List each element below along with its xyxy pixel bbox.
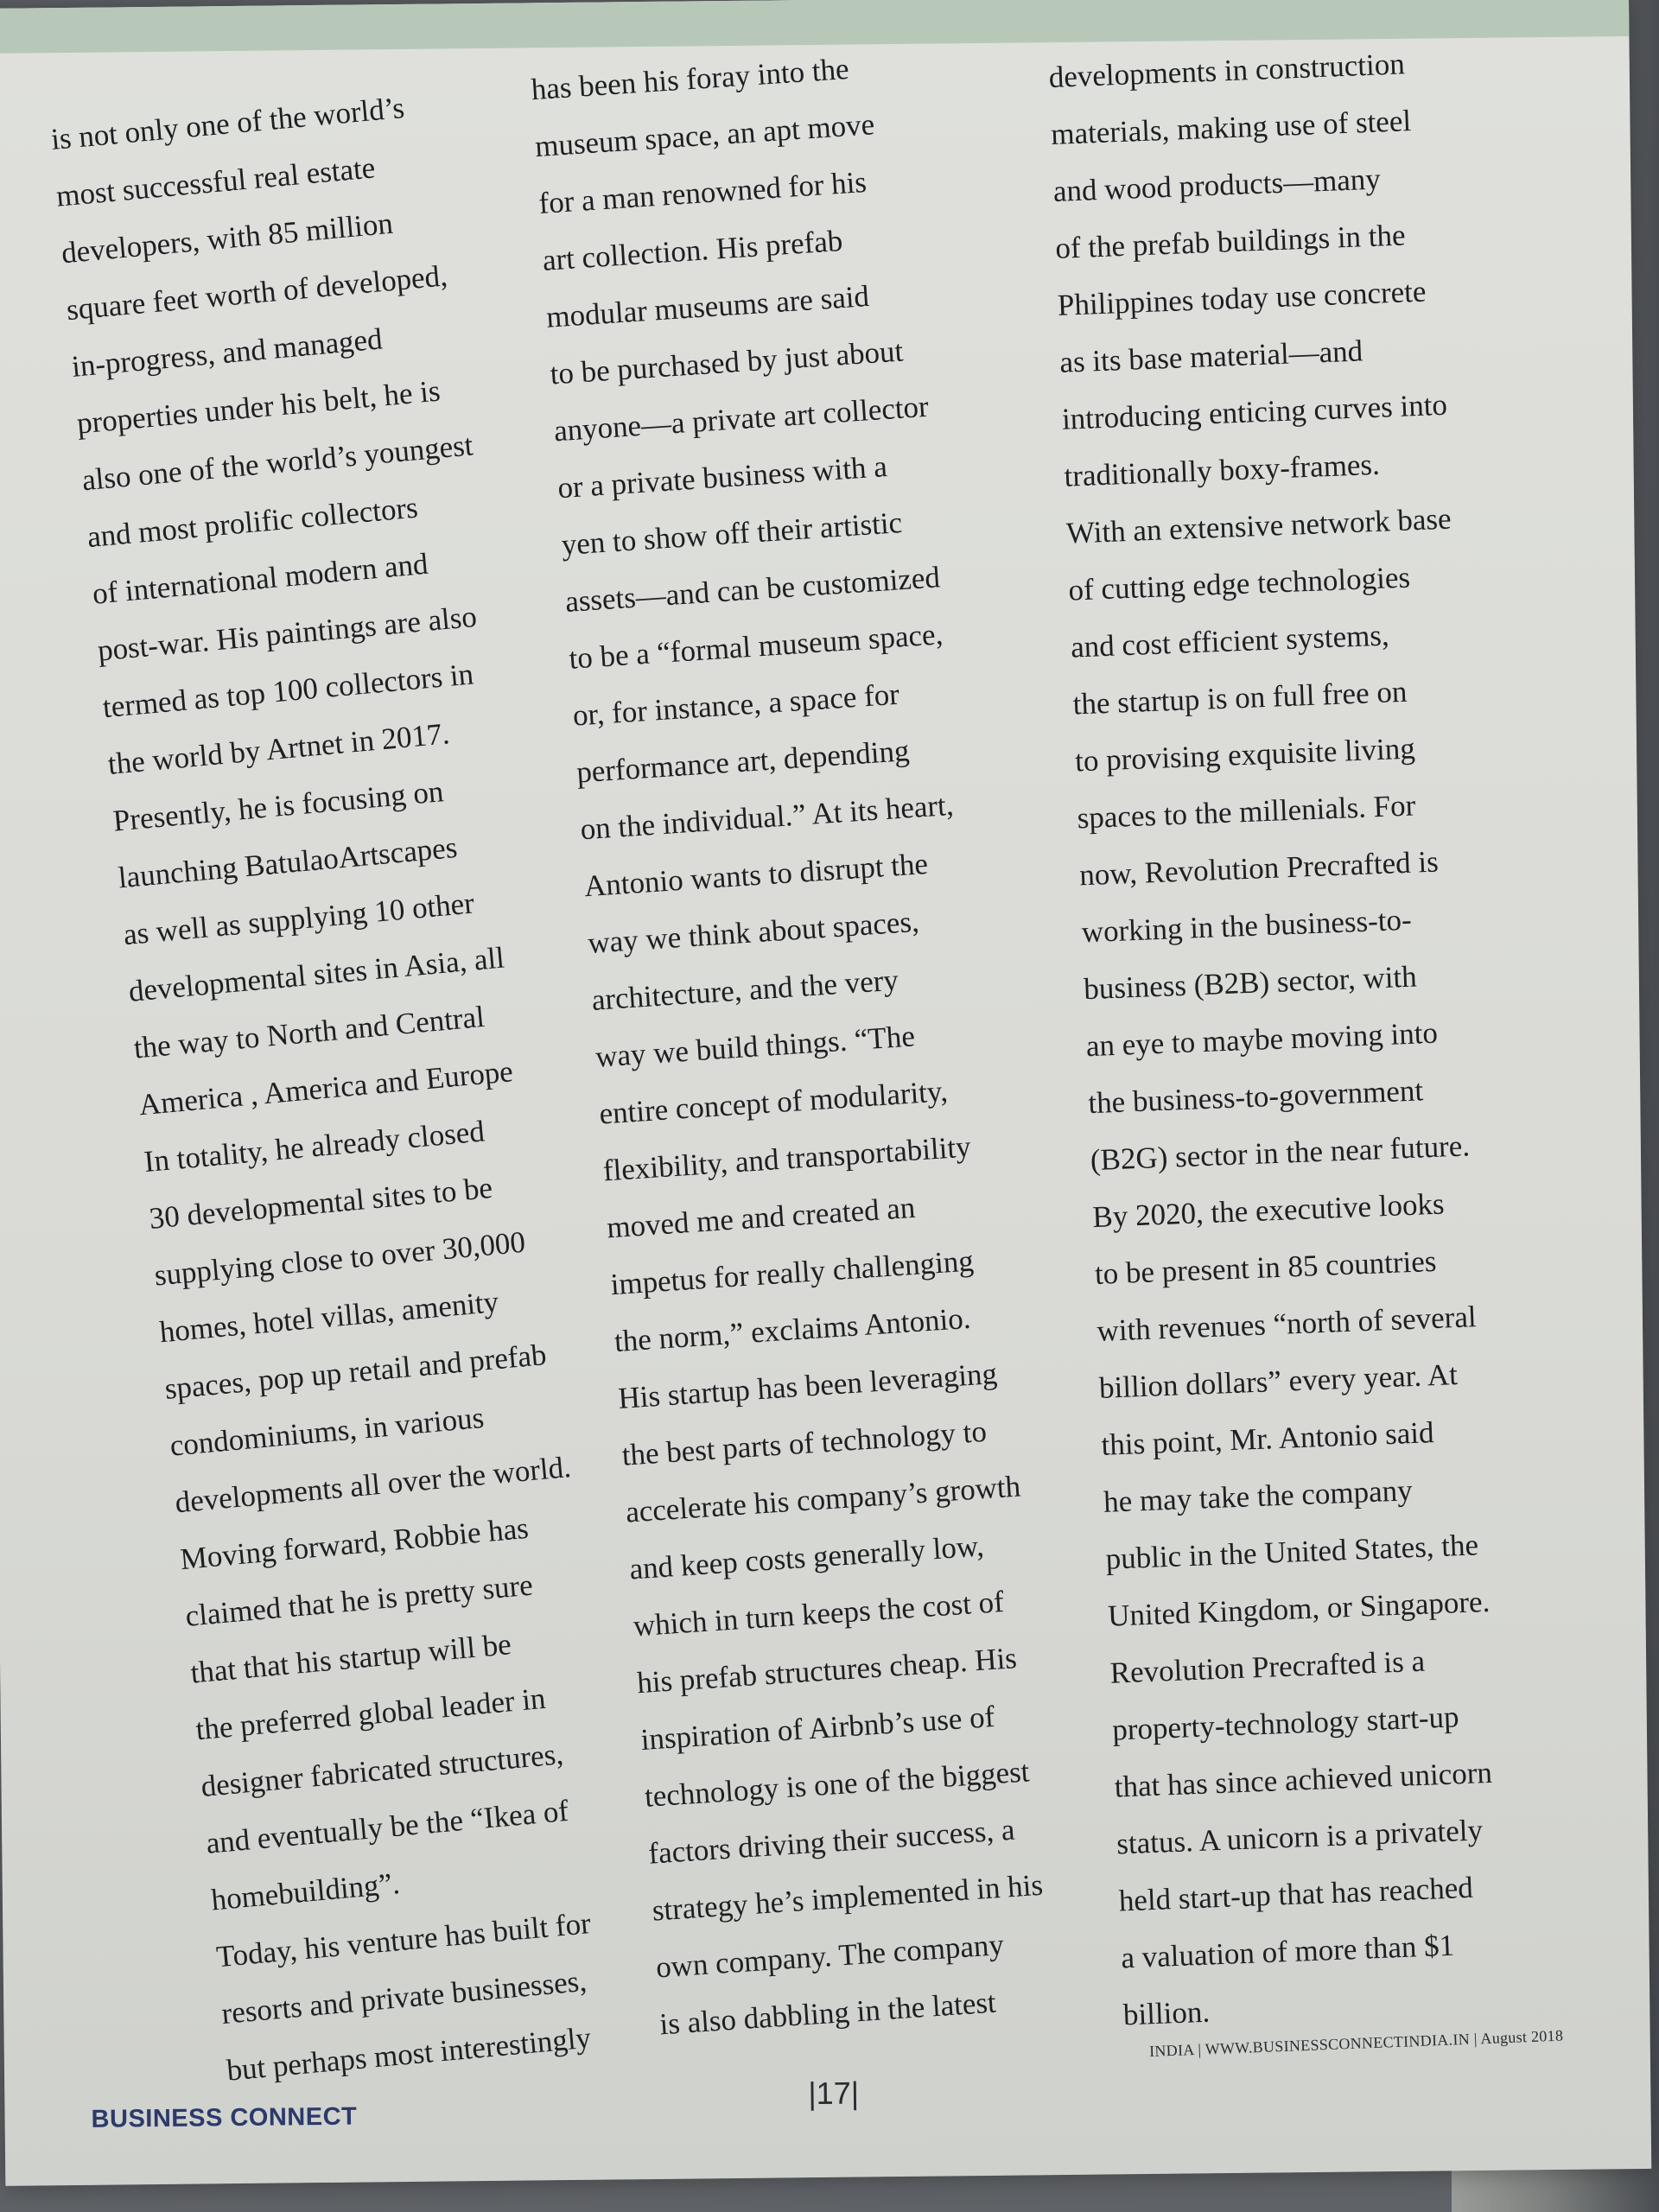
article-line: the way to North and Central [132, 999, 486, 1065]
article-line: of international modern and [91, 546, 429, 611]
article-line: billion dollars” every year. At [1098, 1357, 1459, 1405]
article-line: his prefab structures cheap. His [636, 1641, 1018, 1700]
article-line: United Kingdom, or Singapore. [1107, 1584, 1491, 1633]
article-line: for a man renowned for his [537, 164, 868, 220]
article-line: post-war. His paintings are also [96, 599, 479, 668]
article-line: flexibility, and transportability [601, 1129, 972, 1188]
article-line: a valuation of more than $1 [1120, 1928, 1455, 1975]
article-line: to be present in 85 countries [1094, 1243, 1438, 1292]
article-line: now, Revolution Precrafted is [1078, 844, 1440, 893]
article-line: and wood products—many [1052, 162, 1382, 208]
article-line: developmental sites in Asia, all [127, 940, 506, 1008]
article-line: that has since achieved unicorn [1114, 1755, 1493, 1804]
article-line: developments all over the world. [173, 1449, 573, 1520]
text-column-3 [1048, 31, 1608, 2044]
article-line: to provising exquisite living [1074, 731, 1416, 779]
article-line: of cutting edge technologies [1067, 560, 1411, 607]
article-line: In totality, he already closed [143, 1114, 486, 1179]
article-line: claimed that he is pretty sure [183, 1567, 535, 1633]
article-line: modular museums are said [545, 278, 871, 334]
article-line: strategy he’s implemented in his [651, 1867, 1045, 1928]
article-line: homes, hotel villas, amenity [158, 1284, 500, 1350]
article-line: with revenues “north of several [1096, 1300, 1478, 1348]
article-line: the startup is on full free on [1071, 674, 1408, 721]
article-line: billion. [1122, 1994, 1211, 2032]
page-number: |17| [808, 2075, 860, 2112]
article-line: technology is one of the biggest [643, 1754, 1031, 1814]
article-line: the preferred global leader in [194, 1681, 547, 1747]
article-line: anyone—a private art collector [552, 389, 930, 448]
magazine-brand: BUSINESS CONNECT [91, 2102, 358, 2133]
article-line: has been his foray into the [530, 51, 850, 107]
article-line: property-technology start-up [1111, 1700, 1460, 1747]
article-line: supplying close to over 30,000 [153, 1224, 527, 1293]
article-line: and cost efficient systems, [1070, 618, 1390, 664]
article-line: Today, his venture has built for [214, 1906, 593, 1974]
article-line: His startup has been leveraging [617, 1356, 999, 1415]
article-line: moved me and created an [606, 1190, 917, 1245]
article-line: inspiration of Airbnb’s use of [639, 1699, 996, 1758]
article-line: traditionally boxy-frames. [1063, 447, 1381, 493]
article-line: that that his startup will be [188, 1627, 513, 1690]
article-line: he may take the company [1103, 1473, 1414, 1519]
article-line: spaces to the millenials. For [1076, 788, 1416, 836]
article-line: Revolution Precrafted is a [1109, 1643, 1426, 1690]
article-line: museum space, an apt move [533, 107, 876, 164]
article-line: which in turn keeps the cost of [632, 1584, 1005, 1643]
article-line: designer fabricated structures, [199, 1737, 565, 1804]
article-line: status. A unicorn is a privately [1116, 1813, 1484, 1861]
article-line: developments in construction [1048, 47, 1406, 95]
article-line: or, for instance, a space for [571, 677, 900, 733]
article-line: spaces, pop up retail and prefab [163, 1338, 548, 1407]
article-line: of the prefab buildings in the [1054, 218, 1407, 265]
article-line: 30 developmental sites to be [148, 1170, 494, 1236]
article-line: properties under his belt, he is [75, 373, 442, 441]
article-line: public in the United States, the [1104, 1528, 1479, 1576]
article-line: the world by Artnet in 2017. [106, 716, 451, 782]
article-line: and most prolific collectors [86, 490, 420, 555]
article-line: With an extensive network base [1065, 501, 1452, 550]
article-line: (B2G) sector in the near future. [1090, 1128, 1471, 1178]
article-line: as its base material—and [1058, 334, 1363, 379]
article-line: By 2020, the executive looks [1091, 1186, 1446, 1235]
article-line: the best parts of technology to [620, 1414, 988, 1472]
article-line: art collection. His prefab [541, 223, 844, 277]
article-line: America , America and Europe [137, 1054, 515, 1122]
article-line: the business-to-government [1087, 1073, 1424, 1121]
article-line: business (B2B) sector, with [1083, 959, 1418, 1007]
article-line: performance art, depending [575, 734, 911, 790]
article-line: most successful real estate [54, 150, 377, 213]
article-line: to be a “formal museum space, [568, 617, 944, 676]
article-line: introducing enticing curves into [1061, 387, 1448, 436]
article-line: yen to show off their artistic [560, 505, 904, 563]
article-line: the norm,” exclaims Antonio. [613, 1300, 972, 1359]
article-line: an eye to maybe moving into [1085, 1015, 1439, 1064]
article-line: launching BatulaoArtscapes [117, 830, 459, 895]
article-line: Philippines today use concrete [1057, 274, 1427, 322]
article-line: this point, Mr. Antonio said [1100, 1415, 1435, 1462]
article-line: and eventually be the “Ikea of [204, 1793, 570, 1860]
article-line: square feet worth of developed, [65, 258, 449, 327]
article-line: Antonio wants to disrupt the [582, 846, 930, 904]
article-line: assets—and can be customized [563, 560, 941, 619]
article-line: Moving forward, Robbie has [178, 1510, 531, 1577]
article-line: impetus for really challenging [609, 1243, 975, 1302]
article-line: entire concept of modularity, [598, 1073, 949, 1131]
article-line: to be purchased by just about [549, 334, 905, 391]
article-line: resorts and private businesses, [219, 1963, 588, 2031]
article-line: architecture, and the very [590, 963, 899, 1017]
article-line: held start-up that has reached [1118, 1870, 1474, 1918]
article-line: is not only one of the world’s [49, 90, 406, 156]
article-line: factors driving their success, a [647, 1812, 1016, 1871]
article-line: accelerate his company’s growth [624, 1469, 1022, 1529]
article-line: way we think about spaces, [587, 904, 920, 961]
article-line: own company. The company [654, 1927, 1005, 1985]
article-line: working in the business-to- [1081, 902, 1413, 950]
article-line: in-progress, and managed [70, 321, 385, 384]
article-line: way we build things. “The [594, 1019, 917, 1074]
article-line: materials, making use of steel [1050, 104, 1412, 152]
article-line: is also dabbling in the latest [658, 1985, 997, 2042]
article-line: termed as top 100 collectors in [101, 657, 475, 725]
article-line: or a private business with a [556, 449, 888, 505]
article-line: on the individual.” At its heart, [579, 787, 955, 847]
article-line: but perhaps most interestingly [225, 2020, 593, 2088]
footer-credit: INDIA | WWW.BUSINESSCONNECTINDIA.IN | August 2018 [1148, 2026, 1564, 2060]
article-line: Presently, he is focusing on [111, 774, 445, 838]
article-line: condominiums, in various [168, 1400, 486, 1463]
article-line: as well as supplying 10 other [122, 886, 476, 952]
article-line: also one of the world’s youngest [80, 428, 474, 498]
article-line: homebuilding”. [209, 1866, 402, 1917]
article-line: developers, with 85 million [60, 206, 395, 270]
article-line: and keep costs generally low, [628, 1529, 985, 1586]
